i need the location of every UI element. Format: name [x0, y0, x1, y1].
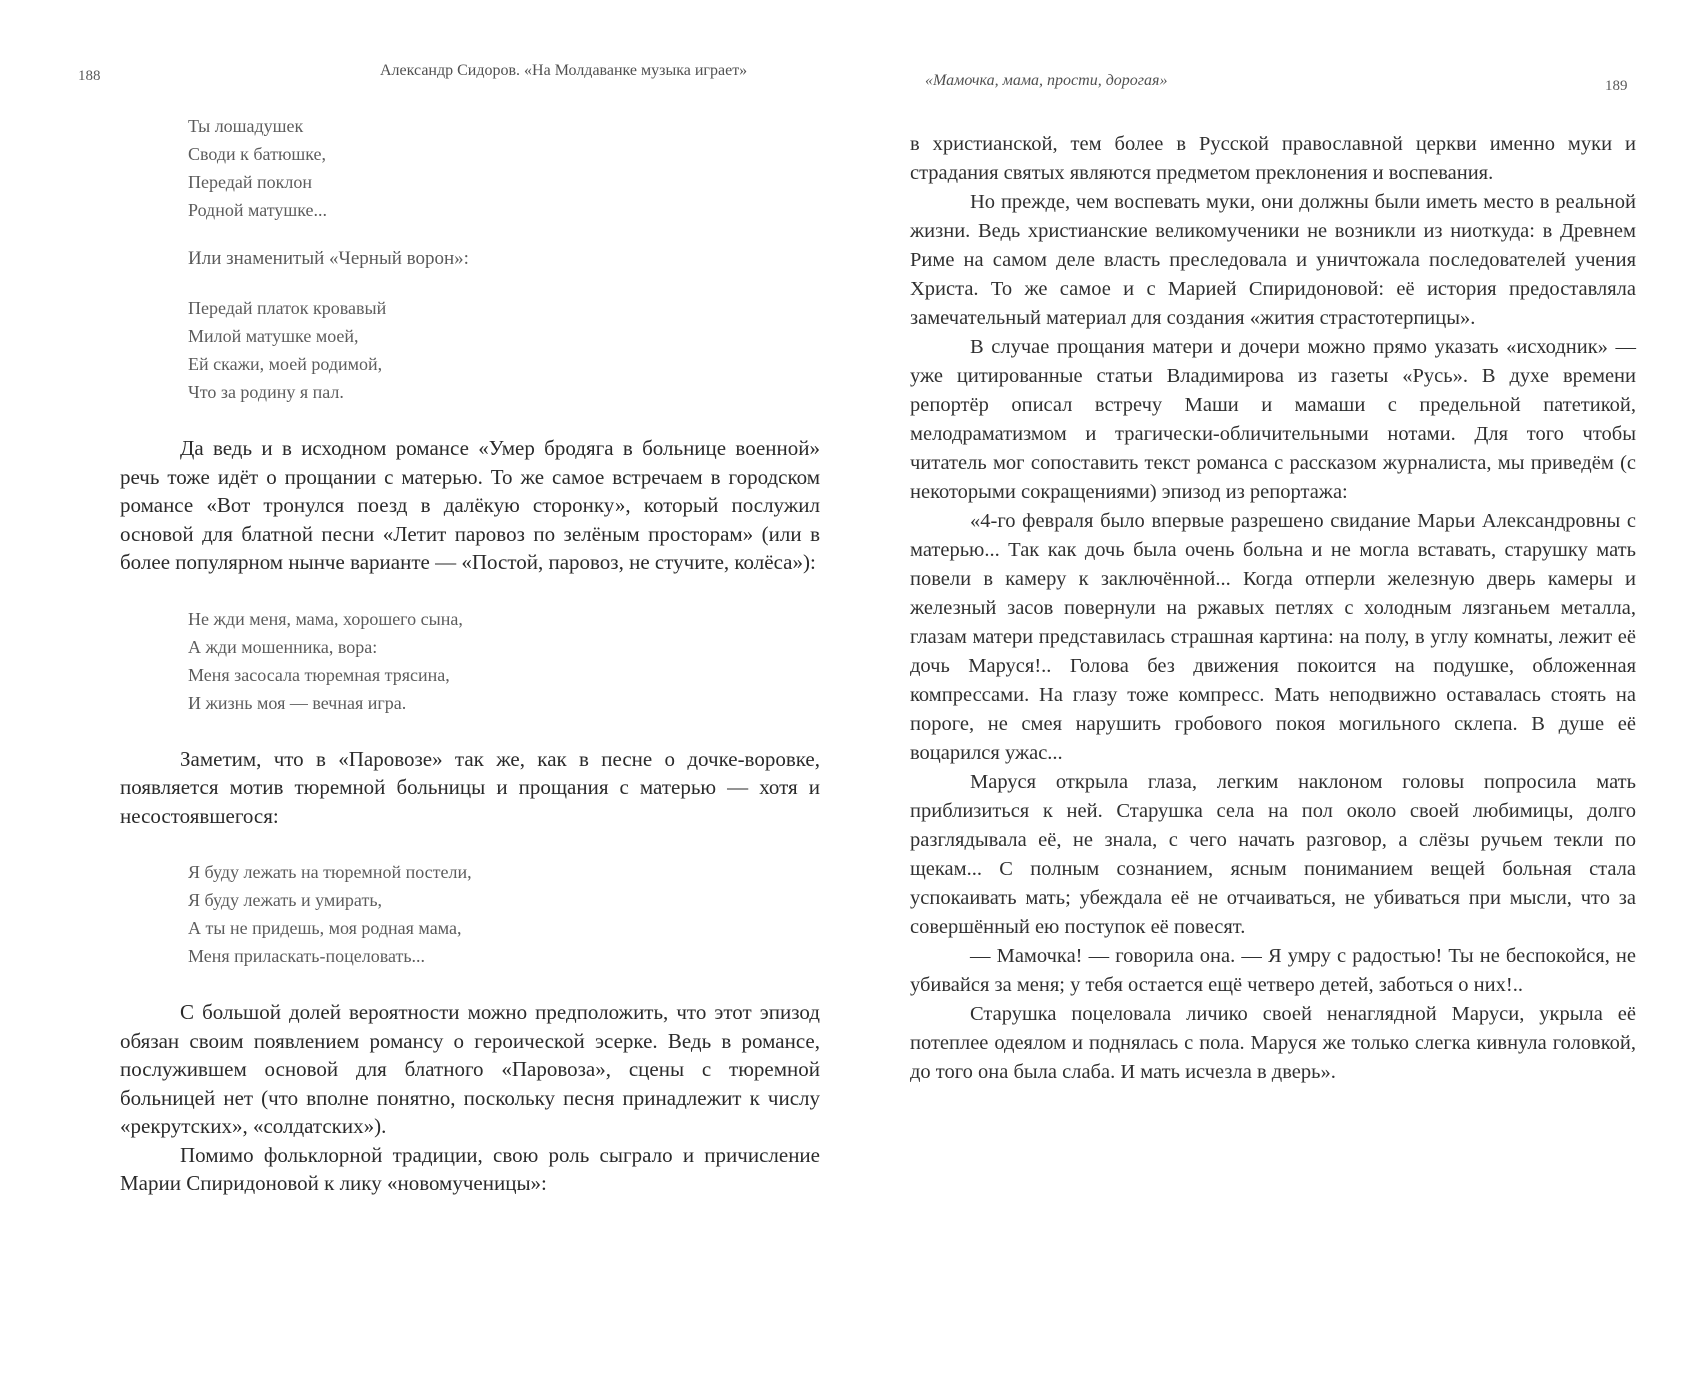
- right-page-number: 189: [1605, 78, 1628, 94]
- quote-paragraph: «4-го февраля было впервые разрешено свидание Марьи Александровны с матерью... Так как дочь была очень больна и не могла вставать, старушку мать повели в камеру к заключённой... Когда отперли железную дверь камеры и железный засов повернули на ржавых петлях с холодным лязганьем металла, глазам матери представилась страшная картина: на полу, в углу комнаты, лежит её дочь Маруся!.. Голова без движения покоится на подушке, обложенная компрессами. На глазу тоже компресс. Мать неподвижно оставалась стоять на пороге, не смея нарушить гробового покоя могильного склепа. В душе её воцарился ужас...: [910, 510, 1636, 764]
- paragraph: Помимо фольклорной традиции, свою роль сыграло и причисление Марии Спиридоновой к лику «новомученицы»:: [120, 1142, 820, 1195]
- paragraph: Но прежде, чем воспевать муки, они должны были иметь место в реальной жизни. Ведь христианские великомученики не возникли из ниоткуда: в Древнем Риме на самом деле власть преследовала и уничтожала последователей учения Христа. То же самое и с Марией Спиридоновой: её история предоставляла замечательный материал для создания «жития страстотерпицы».: [910, 191, 1636, 329]
- verse-line: А жди мошенника, вора:: [188, 636, 378, 657]
- verse-line: Ей скажи, моей родимой,: [188, 354, 383, 374]
- quote-paragraph: Старушка поцеловала личико своей ненаглядной Маруси, укрыла её потеплее одеялом и поднялась с пола. Маруся же только слегка кивнула головкой, до того она была слаба. И мать исчезла в дверь».: [910, 1003, 1636, 1083]
- verse-line: И жизнь моя — вечная игра.: [188, 692, 407, 713]
- verse-line: Милой матушке моей,: [188, 326, 359, 346]
- paragraph: С большой долей вероятности можно предположить, что этот эпизод обязан своим появлением романсу о героической эсерке. Ведь в романсе, послужившем основой для блатного «Паровоза», сцены с тюремной больницей нет (что вполне понятно, поскольку песня принадлежит к числу «рекрутских», «солдатских»).: [120, 1000, 820, 1138]
- verse-stanza-4: [120, 858, 820, 970]
- quote-paragraph: — Мамочка! — говорила она. — Я умру с радостью! Ты не беспокойся, не убивайся за меня; у тебя остается ещё четверо детей, заботься о них!..: [910, 945, 1636, 996]
- verse-line: Не жди меня, мама, хорошего сына,: [188, 608, 463, 629]
- verse-line: Передай поклон: [188, 172, 313, 192]
- verse-line: Меня приласкать-поцеловать...: [188, 946, 426, 966]
- verse-intro: Или знаменитый «Черный ворон»:: [188, 248, 469, 269]
- verse-line: Ты лошадушек: [188, 116, 304, 136]
- paragraph: Да ведь и в исходном романсе «Умер бродяга в больнице военной» речь тоже идёт о прощании с матерью. То же самое встречаем в городском романсе «Вот тронулся поезд в далёкую сторонку», который послужил основой для блатной песни «Летит паровоз по зелёным просторам» (или в более популярном нынче варианте — «Постой, паровоз, не стучите, колёса»):: [120, 436, 820, 574]
- paragraph: в христианской, тем более в Русской православной церкви именно муки и страдания святых являются предметом преклонения и воспевания.: [910, 133, 1636, 184]
- verse-line: Я буду лежать на тюремной постели,: [188, 862, 472, 882]
- left-page-number: 188: [78, 68, 101, 84]
- verse-line: А ты не придешь, моя родная мама,: [188, 918, 462, 938]
- quote-paragraph: Маруся открыла глаза, легким наклоном головы попросила мать приблизиться к ней. Старушка села на пол около своей любимицы, долго разглядывала её, не знала, с чего начать разговор, а слёзы ручьем текли по щекам... С полным сознанием, ясным пониманием вещей больная стала успокаивать мать; убеждала её не отчаиваться, не убиваться при мысли, что за совершённый ею поступок её повесят.: [910, 771, 1636, 938]
- left-running-head: Александр Сидоров. «На Молдаванке музыка играет»: [380, 62, 748, 79]
- paragraph: Заметим, что в «Паровозе» так же, как в песне о дочке-воровке, появляется мотив тюремной больницы и прощания с матерью — хотя и несостоявшегося:: [120, 746, 820, 828]
- verse-line: Передай платок кровавый: [188, 298, 387, 318]
- right-page: [880, 0, 1701, 1374]
- verse-line: Что за родину я пал.: [188, 382, 344, 402]
- verse-line: Я буду лежать и умирать,: [188, 890, 383, 910]
- left-text-block: [120, 112, 820, 1198]
- verse-stanza-3: [120, 605, 820, 717]
- paragraph: В случае прощания матери и дочери можно прямо указать «исходник» — уже цитированные статьи Владимирова из газеты «Русь». В духе времени репортёр описал встречу Маши и мамаши с предельной патетикой, мелодраматизмом и трагически-обличительными нотами. Для того чтобы читатель мог сопоставить текст романса с рассказом журналиста, мы приведём (с некоторыми сокращениями) эпизод из репортажа:: [910, 336, 1636, 503]
- verse-stanza-2: [120, 294, 820, 406]
- verse-line: Родной матушке...: [188, 200, 328, 220]
- right-running-head: «Мамочка, мама, прости, дорогая»: [925, 72, 1168, 89]
- verse-line: Меня засосала тюремная трясина,: [188, 664, 450, 685]
- verse-line: Своди к батюшке,: [188, 144, 327, 164]
- verse-stanza-1: [120, 112, 820, 224]
- right-text-block: [910, 130, 1636, 1087]
